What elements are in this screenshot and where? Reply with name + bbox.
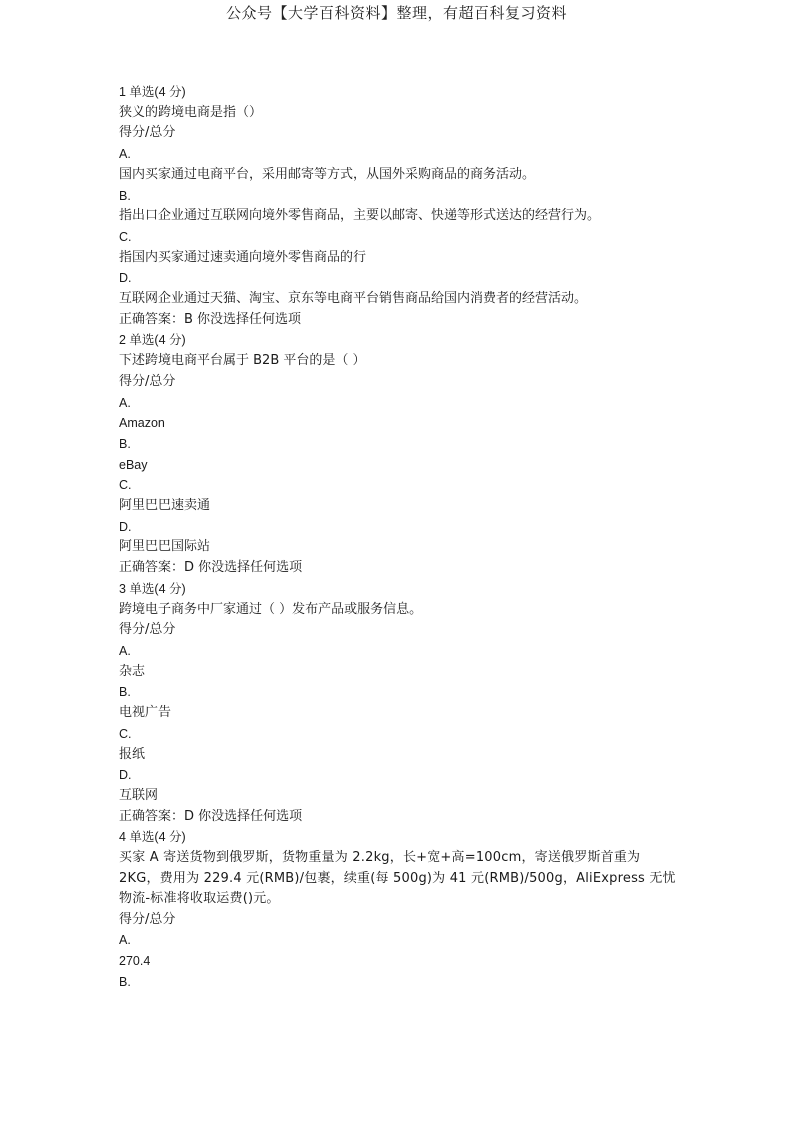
question-stem: 买家 A 寄送货物到俄罗斯，货物重量为 2.2kg，长+宽+高=100cm，寄送俄罗斯首重为 2KG，费用为 229.4 元(RMB)/包裹，续重(每 500g)为 41 元(RMB)/500g，AliExpress 无忧物流-标准将收取运费()元。 xyxy=(119,850,676,907)
option-label-a: A. xyxy=(119,933,131,948)
option-text-d: 互联网 xyxy=(119,787,159,803)
option-label-d: D. xyxy=(119,271,132,286)
option-label-c: C. xyxy=(119,726,132,741)
question-4 xyxy=(119,827,679,992)
question-3 xyxy=(119,579,679,827)
option-label-c: C. xyxy=(119,478,132,493)
question-1 xyxy=(119,82,679,330)
option-label-a: A. xyxy=(119,395,131,410)
correct-answer: 正确答案：D 你没选择任何选项 xyxy=(119,560,303,576)
option-text-c: 报纸 xyxy=(119,746,146,762)
option-text-b: 指出口企业通过互联网向境外零售商品，主要以邮寄、快递等形式送达的经营行为。 xyxy=(119,208,601,224)
option-text-b: 电视广告 xyxy=(119,705,172,721)
option-text-d: 阿里巴巴国际站 xyxy=(119,539,211,555)
question-heading: 1 单选(4 分) xyxy=(119,85,186,99)
option-text-a: Amazon xyxy=(119,416,165,431)
option-label-a: A. xyxy=(119,643,131,658)
option-text-d: 互联网企业通过天猫、淘宝、京东等电商平台销售商品给国内消费者的经营活动。 xyxy=(119,291,588,307)
option-text-c: 阿里巴巴速卖通 xyxy=(119,498,211,514)
option-label-c: C. xyxy=(119,229,132,244)
page-header: 公众号【大学百科资料】整理，有超百科复习资料 xyxy=(225,4,567,22)
question-heading: 4 单选(4 分) xyxy=(119,830,186,845)
correct-answer: 正确答案：D 你没选择任何选项 xyxy=(119,808,303,824)
document-body xyxy=(119,82,679,992)
score-label: 得分/总分 xyxy=(119,125,176,141)
score-label: 得分/总分 xyxy=(119,911,176,927)
option-label-d: D. xyxy=(119,519,132,534)
question-stem: 狭义的跨境电商是指（） xyxy=(119,104,263,120)
correct-answer: 正确答案：B 你没选择任何选项 xyxy=(119,311,302,327)
option-text-a: 杂志 xyxy=(119,663,146,679)
option-label-b: B. xyxy=(119,436,131,451)
question-heading: 2 单选(4 分) xyxy=(119,333,186,348)
score-label: 得分/总分 xyxy=(119,622,176,638)
score-label: 得分/总分 xyxy=(119,373,176,389)
question-stem: 跨境电子商务中厂家通过（ ）发布产品或服务信息。 xyxy=(119,601,423,617)
option-label-b: B. xyxy=(119,974,131,989)
option-text-a: 270.4 xyxy=(119,953,151,968)
option-label-b: B. xyxy=(119,685,131,700)
option-label-d: D. xyxy=(119,768,132,783)
question-heading: 3 单选(4 分) xyxy=(119,581,186,596)
question-2 xyxy=(119,330,679,578)
option-text-b: eBay xyxy=(119,457,148,472)
option-text-a: 国内买家通过电商平台，采用邮寄等方式，从国外采购商品的商务活动。 xyxy=(119,166,536,182)
option-label-a: A. xyxy=(119,147,131,162)
question-stem: 下述跨境电商平台属于 B2B 平台的是（ ） xyxy=(119,353,366,369)
option-text-c: 指国内买家通过速卖通向境外零售商品的行 xyxy=(119,249,367,265)
option-label-b: B. xyxy=(119,188,131,203)
